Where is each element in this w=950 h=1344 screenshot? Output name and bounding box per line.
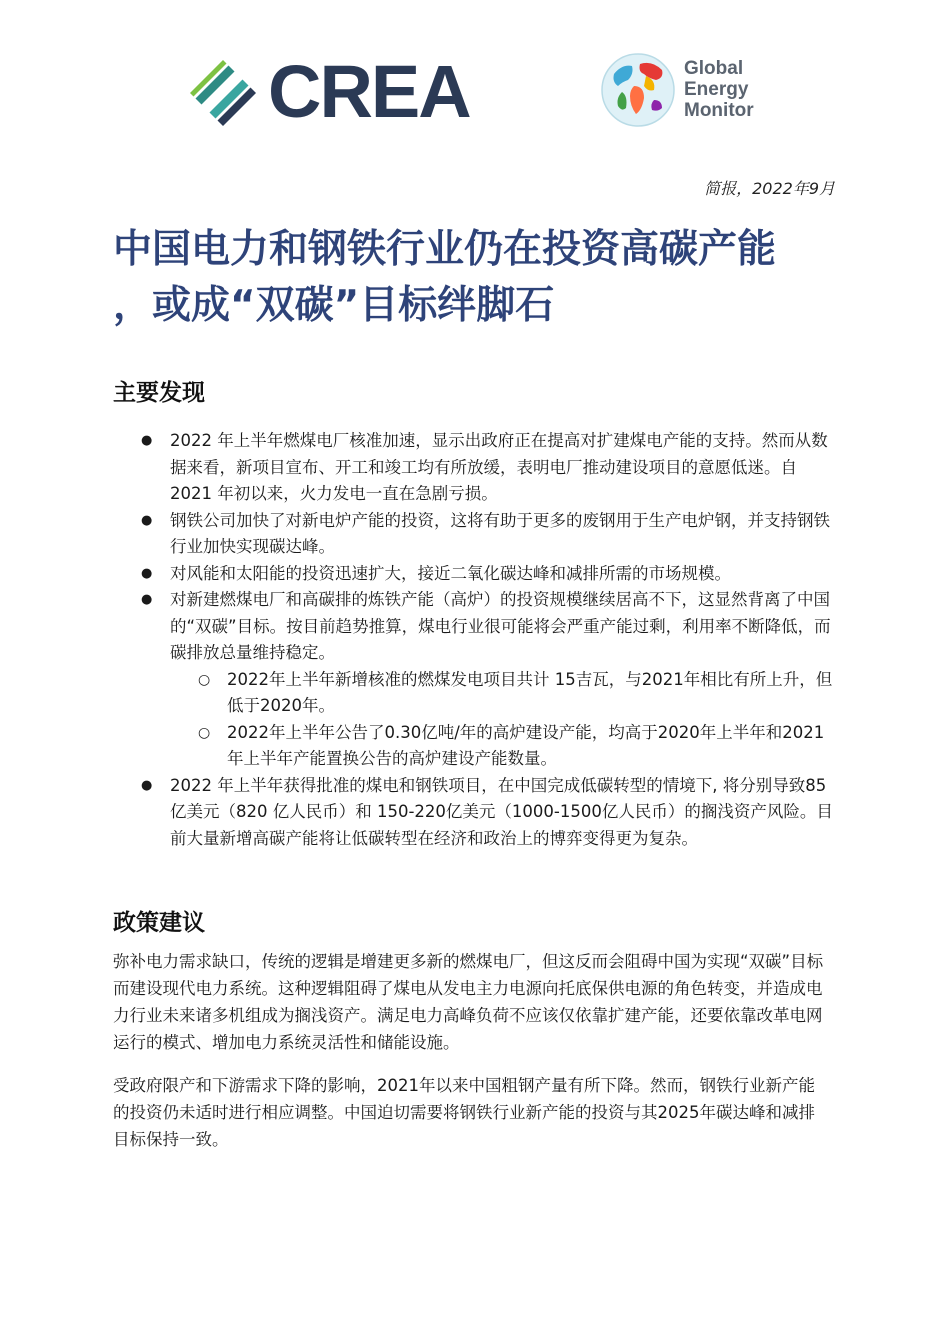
crea-wordmark: CREA	[268, 50, 470, 133]
findings-list	[113, 428, 833, 852]
findings-item	[113, 587, 833, 773]
gem-wordmark-line: Energy	[684, 79, 749, 100]
findings-item: ● 对风能和太阳能的投资迅速扩大，接近二氧化碳达峰和减排所需的市场规模。	[113, 561, 833, 588]
gem-wordmark	[684, 58, 754, 121]
findings-item-text: 对新建燃煤电厂和高碳排的炼铁产能（高炉）的投资规模继续居高不下，这显然背离了中国的“双碳”目标。按目前趋势推算，煤电行业很可能将会严重产能过剩，利用率不断降低，而碳排放总量维持稳定。	[170, 590, 831, 662]
crea-mark-icon	[190, 60, 256, 126]
page-title-line: ，或成“双碳”目标绊脚石	[113, 283, 555, 328]
logo-bar	[190, 50, 790, 140]
page-title-line: 中国电力和钢铁行业仍在投资高碳产能	[113, 227, 777, 272]
gem-logo	[600, 50, 800, 130]
findings-item: ● 2022 年上半年燃煤电厂核准加速，显示出政府正在提高对扩建煤电产能的支持。然而从数据来看，新项目宣布、开工和竣工均有所放缓，表明电厂推动建设项目的意愿低迷。自 2021 年初以来，火力发电一直在急剧亏损。	[113, 428, 833, 508]
crea-logo	[190, 50, 490, 133]
findings-subitem: ○ 2022年上半年新增核准的燃煤发电项目共计 15吉瓦，与2021年相比有所上升，但低于2020年。	[170, 667, 833, 720]
gem-wordmark-line: Global	[684, 58, 744, 79]
findings-sublist	[170, 667, 833, 773]
findings-item: ● 钢铁公司加快了对新电炉产能的投资，这将有助于更多的废钢用于生产电炉钢，并支持钢铁行业加快实现碳达峰。	[113, 508, 833, 561]
gem-wordmark-line: Monitor	[684, 100, 754, 121]
page-title	[113, 222, 833, 334]
policy-section	[113, 948, 828, 1169]
globe-icon	[600, 52, 676, 128]
policy-paragraph: 弥补电力需求缺口，传统的逻辑是增建更多新的燃煤电厂，但这反而会阻碍中国为实现“双碳”目标而建设现代电力系统。这种逻辑阻碍了煤电从发电主力电源向托底保供电源的角色转变，并造成电力行业未来诸多机组成为搁浅资产。满足电力高峰负荷不应该仅依靠扩建产能，还要依靠改革电网运行的模式、增加电力系统灵活性和储能设施。	[113, 952, 824, 1052]
findings-heading: 主要发现	[113, 380, 205, 406]
findings-item: ● 2022 年上半年获得批准的煤电和钢铁项目，在中国完成低碳转型的情境下, 将分别导致85亿美元（820 亿人民币）和 150-220亿美元（1000-1500亿人民币）的搁浅资产风险。目前大量新增高碳产能将让低碳转型在经济和政治上的博弈变得更为复杂。	[113, 773, 833, 853]
findings-subitem: ○ 2022年上半年公告了0.30亿吨/年的高炉建设产能，均高于2020年上半年和2021年上半年产能置换公告的高炉建设产能数量。	[170, 720, 833, 773]
dateline: 简报，2022年9月	[704, 179, 835, 198]
policy-paragraph: 受政府限产和下游需求下降的影响，2021年以来中国粗钢产量有所下降。然而，钢铁行业新产能的投资仍未适时进行相应调整。中国迫切需要将钢铁行业新产能的投资与其2025年碳达峰和减排目标保持一致。	[113, 1076, 815, 1149]
policy-heading: 政策建议	[113, 910, 205, 936]
